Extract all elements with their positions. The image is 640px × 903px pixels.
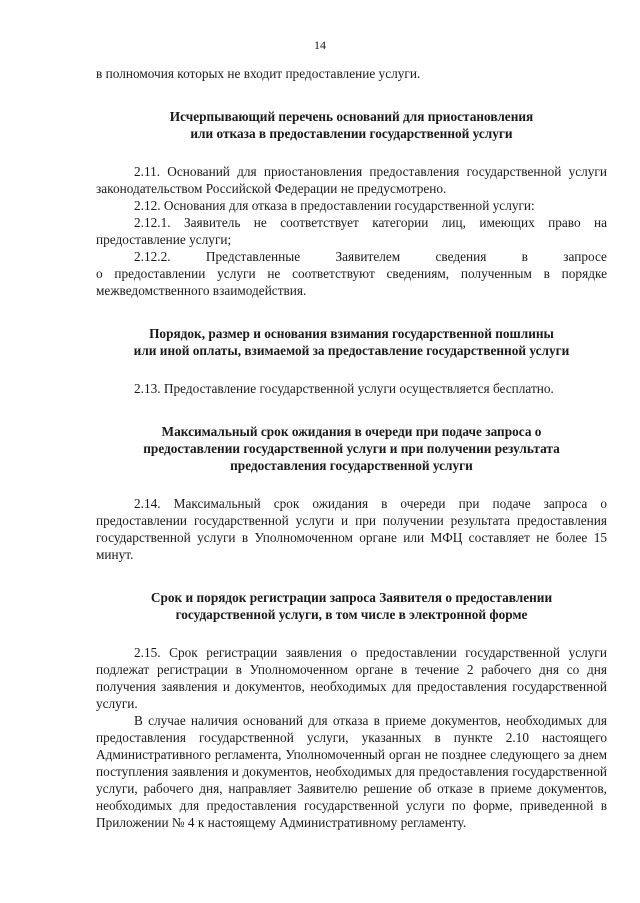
section-heading: Срок и порядок регистрации запроса Заявителя о предоставлении bbox=[150, 590, 553, 605]
section-heading: Максимальный срок ожидания в очереди при подаче запроса о bbox=[161, 424, 542, 439]
section-suspension bbox=[96, 108, 607, 299]
paragraph-refusal: В случае наличия оснований для отказа в приеме документов, необходимых для предоставления государственной услуги, указанных в пункте 2.10 настоящего Административного регламента, Уполномоченный орган не позднее следующего за днем поступления заявления и документов, необходимых для предоставления государственной услуги, рабочего дня, направляет Заявителю решение об отказе в приеме документов, необходимых для предоставления государственной услуги по форме, приведенной в Приложении № 4 к настоящему Административному регламенту. bbox=[96, 713, 607, 830]
paragraph-2-14: 2.14. Максимальный срок ожидания в очереди при подаче запроса о предоставлении государственной услуги и при получении результата предоставления государственной услуги в Уполномоченном органе или МФЦ составляет не более 15 минут. bbox=[96, 496, 607, 562]
word: в bbox=[521, 249, 528, 264]
word: запросе bbox=[563, 249, 607, 264]
section-heading: предоставления государственной услуги bbox=[230, 458, 473, 473]
paragraph-2-15: 2.15. Срок регистрации заявления о предоставлении государственной услуги подлежат регистрации в Уполномоченном органе в течение 2 рабочего дня со дня получения заявления и документов, необходимых для предоставления государственной услуги. bbox=[96, 645, 607, 711]
paragraph-2-12-2-first-line bbox=[96, 248, 607, 265]
section-heading: или иной оплаты, взимаемой за предоставление государственной услуги bbox=[133, 343, 570, 358]
section-heading: предоставлении государственной услуги и при получении результата bbox=[143, 441, 560, 456]
word: 2.12.2. bbox=[134, 249, 171, 264]
word: Представленные bbox=[205, 249, 301, 264]
paragraph-2-12-2-rest: о предоставлении услуги не соответствуют сведениям, полученным в порядке межведомственного взаимодействия. bbox=[96, 266, 607, 298]
document-body bbox=[96, 65, 607, 831]
paragraph-2-12: 2.12. Основания для отказа в предоставлении государственной услуги: bbox=[134, 198, 535, 213]
page-number: 14 bbox=[314, 38, 326, 52]
section-heading: или отказа в предоставлении государственной услуги bbox=[190, 126, 513, 141]
section-registration bbox=[96, 589, 607, 831]
paragraph-2-11: 2.11. Оснований для приостановления предоставления государственной услуги законодательством Российской Федерации не предусмотрено. bbox=[96, 164, 607, 196]
word: Заявителем bbox=[335, 249, 401, 264]
section-heading: Исчерпывающий перечень оснований для приостановления bbox=[169, 109, 534, 124]
section-heading: Порядок, размер и основания взимания государственной пошлины bbox=[149, 326, 554, 341]
paragraph-2-13: 2.13. Предоставление государственной услуги осуществляется бесплатно. bbox=[134, 381, 554, 396]
word: сведения bbox=[435, 249, 487, 264]
section-wait bbox=[96, 423, 607, 563]
section-heading: государственной услуги, в том числе в электронной форме bbox=[175, 607, 528, 622]
paragraph-2-12-1: 2.12.1. Заявитель не соответствует категории лиц, имеющих право на предоставление услуги; bbox=[96, 215, 607, 247]
section-fee bbox=[96, 325, 607, 397]
intro-line: в полномочия которых не входит предоставление услуги. bbox=[96, 66, 421, 81]
